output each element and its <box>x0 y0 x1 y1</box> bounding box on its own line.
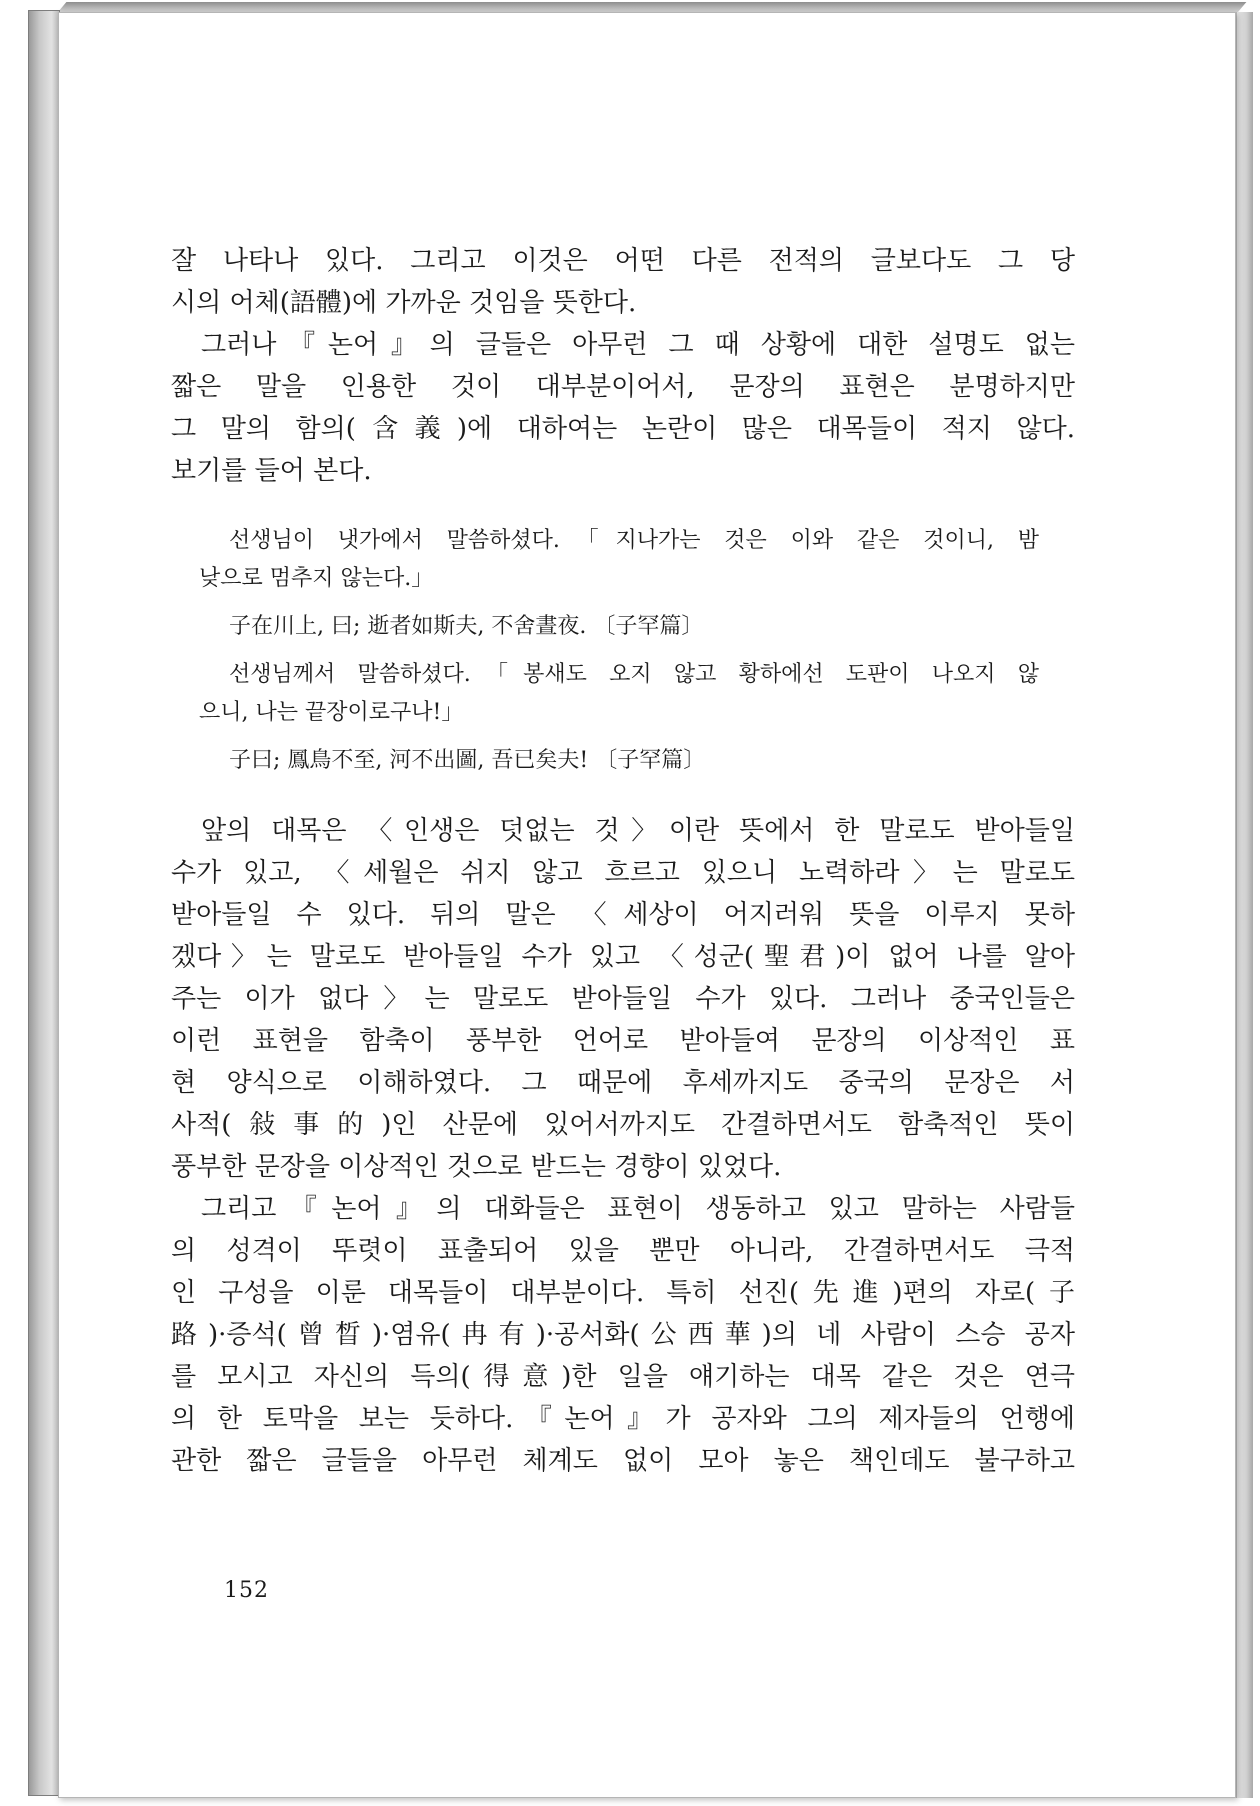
quote-2-translation <box>171 656 1075 732</box>
text-line: 짧은 말을 인용한 것이 대부분이어서, 문장의 표현은 분명하지만 <box>171 372 1075 402</box>
text-line: 사적(敍事的)인 산문에 있어서까지도 간결하면서도 함축적인 뜻이 <box>171 1110 1075 1140</box>
paragraph-1 <box>171 240 1075 324</box>
text-line: 으니, 나는 끝장이로구나!」 <box>199 700 464 725</box>
text-line: 그 말의 함의(含義)에 대하여는 논란이 많은 대목들이 적지 않다. <box>171 414 1075 444</box>
text-line: 앞의 대목은 〈인생은 덧없는 것〉이란 뜻에서 한 말로도 받아들일 <box>201 816 1075 846</box>
text-line: 선생님이 냇가에서 말씀하셨다.「지나가는 것은 이와 같은 것이니, 밤 <box>229 528 1039 553</box>
page-stack-right-edge <box>1236 12 1253 1798</box>
text-line: 관한 짧은 글들을 아무런 체계도 없이 모아 놓은 책인데도 불구하고 <box>171 1446 1075 1476</box>
page-text <box>171 240 1075 1482</box>
book-spine <box>28 10 60 1796</box>
text-line: 낮으로 멈추지 않는다.」 <box>199 566 434 591</box>
text-line: 잘 나타나 있다. 그리고 이것은 어떤 다른 전적의 글보다도 그 당 <box>171 246 1075 276</box>
paragraph-2 <box>171 324 1075 492</box>
quote-1-translation <box>171 522 1075 598</box>
text-line: 路)·증석(曾晳)·염유(冉有)·공서화(公西華)의 네 사람이 스승 공자 <box>171 1320 1075 1350</box>
text-line: 수가 있고, 〈세월은 쉬지 않고 흐르고 있으니 노력하라〉는 말로도 <box>171 858 1075 888</box>
text-line: 를 모시고 자신의 득의(得意)한 일을 얘기하는 대목 같은 것은 연극 <box>171 1362 1075 1392</box>
text-line: 풍부한 문장을 이상적인 것으로 받드는 경향이 있었다. <box>171 1152 782 1182</box>
text-line: 겠다〉는 말로도 받아들일 수가 있고 〈성군(聖君)이 없어 나를 알아 <box>171 942 1075 972</box>
text-line: 보기를 들어 본다. <box>171 456 372 486</box>
text-line: 선생님께서 말씀하셨다.「봉새도 오지 않고 황하에선 도판이 나오지 않 <box>229 662 1039 687</box>
page-number: 152 <box>224 1578 269 1603</box>
text-line: 인 구성을 이룬 대목들이 대부분이다. 특히 선진(先進)편의 자로(子 <box>171 1278 1075 1308</box>
text-line: 주는 이가 없다〉는 말로도 받아들일 수가 있다. 그러나 중국인들은 <box>171 984 1075 1014</box>
text-line: 의 성격이 뚜렷이 표출되어 있을 뿐만 아니라, 간결하면서도 극적 <box>171 1236 1075 1266</box>
text-line: 이런 표현을 함축이 풍부한 언어로 받아들여 문장의 이상적인 표 <box>171 1026 1075 1056</box>
text-line: 시의 어체(語體)에 가까운 것임을 뜻한다. <box>171 288 637 318</box>
quote-2-original: 子曰; 鳳鳥不至, 河不出圖, 吾已矣夫! 〔子罕篇〕 <box>229 748 706 773</box>
quote-1-original: 子在川上, 曰; 逝者如斯夫, 不舍晝夜. 〔子罕篇〕 <box>229 614 704 639</box>
paragraph-4 <box>171 1188 1075 1482</box>
text-line: 그리고『논어』의 대화들은 표현이 생동하고 있고 말하는 사람들 <box>201 1194 1075 1224</box>
text-line: 그러나『논어』의 글들은 아무런 그 때 상황에 대한 설명도 없는 <box>201 330 1075 360</box>
text-line: 받아들일 수 있다. 뒤의 말은 〈세상이 어지러워 뜻을 이루지 못하 <box>171 900 1075 930</box>
paragraph-3 <box>171 810 1075 1188</box>
text-line: 현 양식으로 이해하였다. 그 때문에 후세까지도 중국의 문장은 서 <box>171 1068 1075 1098</box>
page-stack-top-edge <box>58 2 1246 12</box>
text-line: 의 한 토막을 보는 듯하다.『논어』가 공자와 그의 제자들의 언행에 <box>171 1404 1075 1434</box>
